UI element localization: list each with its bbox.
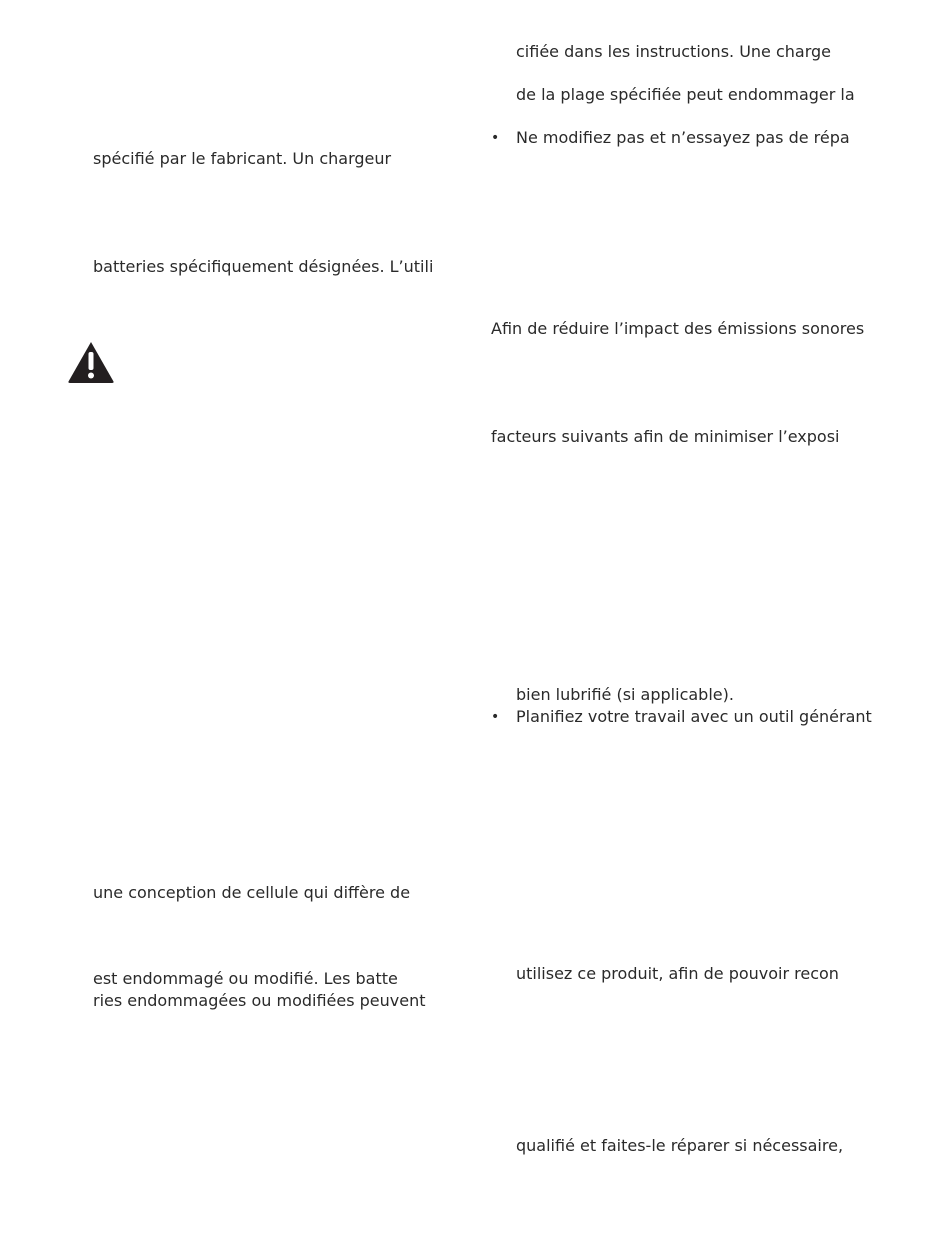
text-line: qualifié et faites-le réparer si nécessaire, [516,1136,844,1155]
text-line: batteries spécifiquement désignées. L’utili [93,257,434,276]
text-line: une conception de cellule qui diffère de [93,883,411,902]
bullet-text: Planifiez votre travail avec un outil générant [516,707,872,726]
text-line: cifiée dans les instructions. Une charge [516,42,832,61]
text-line: Afin de réduire l’impact des émissions sonores [491,319,865,338]
text-line: spécifié par le fabricant. Un chargeur [93,149,392,168]
text-line: facteurs suivants afin de minimiser l’exposi [491,427,840,446]
text-line: bien lubrifié (si applicable). [516,685,734,704]
text-line: utilisez ce produit, afin de pouvoir recon [516,964,839,983]
bullet-text: Ne modifiez pas et n’essayez pas de répa [516,128,850,147]
bullet-marker: • [491,130,500,146]
text-line: de la plage spécifiée peut endommager la [516,85,855,104]
text-line: ries endommagées ou modifiées peuvent [93,991,426,1010]
text-line: est endommagé ou modifié. Les batte [93,969,398,988]
warning-triangle-icon [67,340,115,384]
bullet-marker: • [491,709,500,725]
